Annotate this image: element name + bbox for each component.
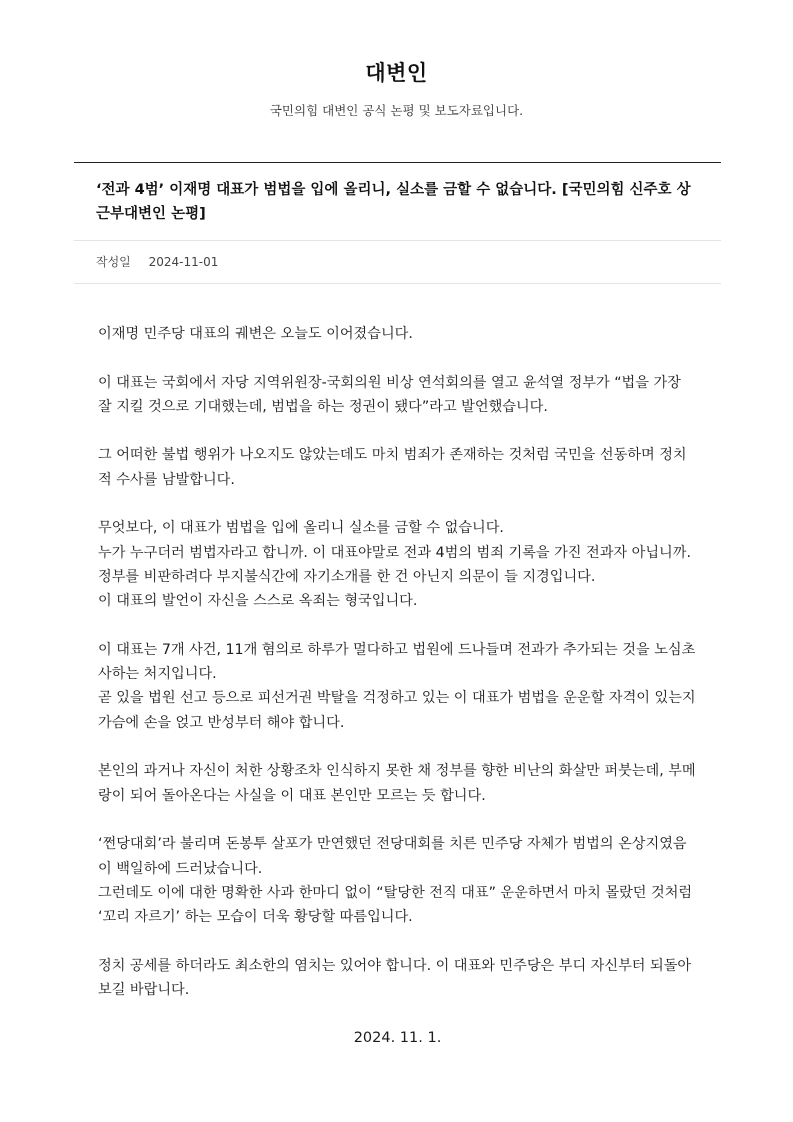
body-line: 누가 누구더러 범법자라고 합니까. 이 대표야말로 전과 4범의 범죄 기록을 가진 전과자 아닙니까. [98, 544, 691, 561]
page-title: 대변인 [365, 61, 428, 85]
body-paragraph [98, 516, 697, 613]
body-paragraph [98, 322, 697, 346]
body-line: ‘쩐당대회’라 불리며 돈봉투 살포가 만연했던 전당대회를 치른 민주당 자체가 범법의 온상지였음이 백일하에 드러났습니다. [98, 836, 687, 877]
body-line: 그 어떠한 불법 행위가 나오지도 않았는데도 마치 범죄가 존재하는 것처럼 국민을 선동하며 정치적 수사를 남발합니다. [98, 447, 687, 488]
body-paragraph [98, 371, 697, 420]
body-line: 이재명 민주당 대표의 궤변은 오늘도 이어졌습니다. [98, 326, 413, 342]
press-release-article [74, 162, 721, 1049]
body-paragraph [98, 832, 697, 929]
created-date-label: 작성일 [96, 255, 131, 269]
body-paragraph [98, 759, 697, 808]
body-line: 정치 공세를 하더라도 최소한의 염치는 있어야 합니다. 이 대표와 민주당은 부디 자신부터 되돌아보길 바랍니다. [98, 957, 692, 999]
body-paragraph [98, 954, 697, 1003]
body-line: 본인의 과거나 자신이 처한 상황조차 인식하지 못한 채 정부를 향한 비난의 화살만 퍼붓는데, 부메랑이 되어 돌아온다는 사실을 이 대표 본인만 모르는 듯 합니다. [98, 763, 696, 804]
body-line: 정부를 비판하려다 부지불식간에 자기소개를 한 건 아닌지 의문이 들 지경입니다. [98, 568, 596, 585]
body-line: 이 대표는 7개 사건, 11개 혐의로 하루가 멀다하고 법원에 드나들며 전과가 추가되는 것을 노심초사하는 처지입니다. [98, 641, 696, 683]
closing-date: 2024. 11. 1. [353, 1029, 442, 1046]
article-title: ‘전과 4범’ 이재명 대표가 범법을 입에 올리니, 실소를 금할 수 없습니다. [국민의힘 신주호 상근부대변인 논평] [74, 163, 721, 241]
site-header [0, 0, 793, 120]
body-line: 곧 있을 법원 선고 등으로 피선거권 박탈을 걱정하고 있는 이 대표가 범법을 운운할 자격이 있는지 가슴에 손을 얹고 반성부터 해야 합니다. [98, 690, 696, 731]
body-paragraph [98, 443, 697, 492]
created-date-value: 2024-11-01 [148, 255, 219, 269]
body-line: 무엇보다, 이 대표가 범법을 입에 올리니 실소를 금할 수 없습니다. [98, 520, 504, 537]
page-subtitle: 국민의힘 대변인 공식 논평 및 보도자료입니다. [269, 103, 524, 118]
body-line: 이 대표는 국회에서 자당 지역위원장-국회의원 비상 연석회의를 열고 윤석열 정부가 “법을 가장 잘 지킬 것으로 기대했는데, 범법을 하는 정권이 됐다”라고 발언했습니다. [98, 374, 681, 415]
article-meta [74, 241, 721, 284]
body-paragraph [98, 638, 697, 735]
body-line: 그런데도 이에 대한 명확한 사과 한마디 없이 “탈당한 전직 대표” 운운하면서 마치 몰랐던 것처럼 ‘꼬리 자르기’ 하는 모습이 더욱 황당할 따름입니다. [98, 884, 693, 926]
article-body [74, 284, 721, 1002]
body-line: 이 대표의 발언이 자신을 스스로 옥죄는 형국입니다. [98, 593, 418, 610]
